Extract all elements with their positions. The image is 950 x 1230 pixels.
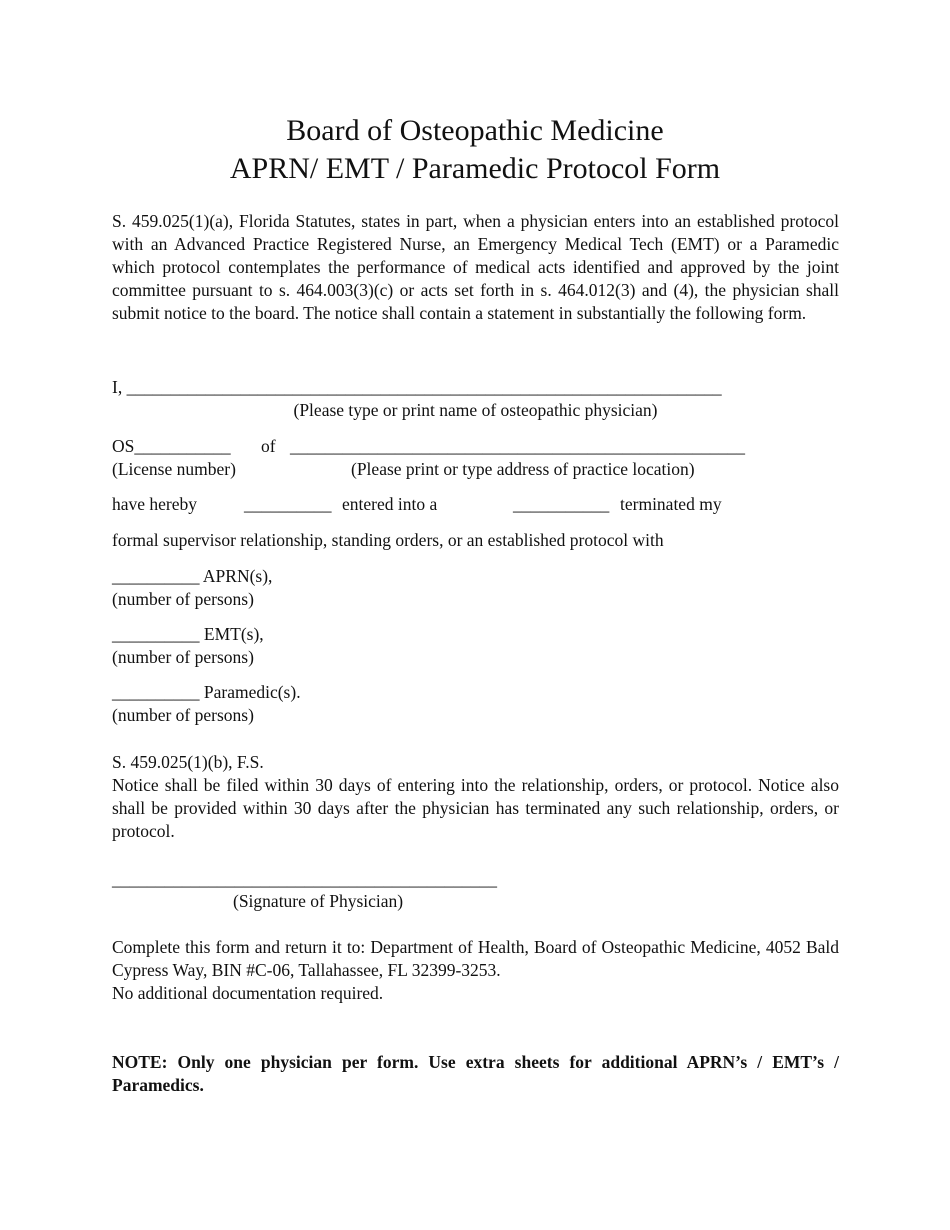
paramedic-count-field[interactable]: __________ Paramedic(s).	[112, 682, 301, 702]
relationship-text: formal supervisor relationship, standing orders, or an established protocol with	[112, 530, 664, 550]
practice-address-caption: (Please print or type address of practice location)	[351, 459, 695, 479]
aprn-count-field[interactable]: __________ APRN(s),	[112, 566, 273, 586]
return-address-paragraph: Complete this form and return it to: Department of Health, Board of Osteopathic Medicine, 4052 Bald Cypress Way, BIN #C-06, Tallahassee, FL 32399-3253.	[112, 937, 839, 980]
entered-blank-field[interactable]: __________	[244, 494, 332, 514]
emt-count-field[interactable]: __________ EMT(s),	[112, 624, 264, 644]
of-label: of	[261, 436, 276, 456]
physician-name-field[interactable]: I, ____________________________________________________________________	[112, 377, 722, 397]
physician-name-caption: (Please type or print name of osteopathic physician)	[293, 400, 658, 420]
emt-count-caption: (number of persons)	[112, 647, 254, 667]
signature-field[interactable]: ____________________________________________	[112, 869, 497, 889]
title-form: APRN/ EMT / Paramedic Protocol Form	[229, 152, 721, 185]
title-board: Board of Osteopathic Medicine	[286, 114, 664, 147]
aprn-count-caption: (number of persons)	[112, 589, 254, 609]
note-text: NOTE: Only one physician per form. Use extra sheets for additional APRN’s / EMT’s / Paramedics.	[112, 1052, 839, 1095]
have-hereby-label: have hereby	[112, 494, 198, 514]
statute-citation: S. 459.025(1)(b), F.S.	[112, 752, 264, 772]
terminated-label: terminated my	[620, 494, 722, 514]
signature-caption: (Signature of Physician)	[233, 891, 404, 911]
practice-address-field[interactable]: ____________________________________________________	[290, 436, 745, 456]
paramedic-count-caption: (number of persons)	[112, 705, 254, 725]
license-number-caption: (License number)	[112, 459, 236, 479]
license-number-field[interactable]: OS___________	[112, 436, 231, 456]
no-documentation-text: No additional documentation required.	[112, 983, 384, 1003]
entered-label: entered into a	[342, 494, 438, 514]
terminated-blank-field[interactable]: ___________	[513, 494, 610, 514]
intro-paragraph: S. 459.025(1)(a), Florida Statutes, states in part, when a physician enters into an established protocol with an Advanced Practice Registered Nurse, an Emergency Medical Tech (EMT) or a Paramedic which protocol contemplates the performance of medical acts identified and approved by the joint committee pursuant to s. 464.003(3)(c) or acts set forth in s. 464.012(3) and (4), the physician shall submit notice to the board. The notice shall contain a statement in substantially the following form.	[112, 211, 839, 323]
statute-notice-paragraph: Notice shall be filed within 30 days of entering into the relationship, orders, or protocol. Notice also shall be provided within 30 days after the physician has terminated any such relationship, orders, or protocol.	[112, 775, 839, 841]
